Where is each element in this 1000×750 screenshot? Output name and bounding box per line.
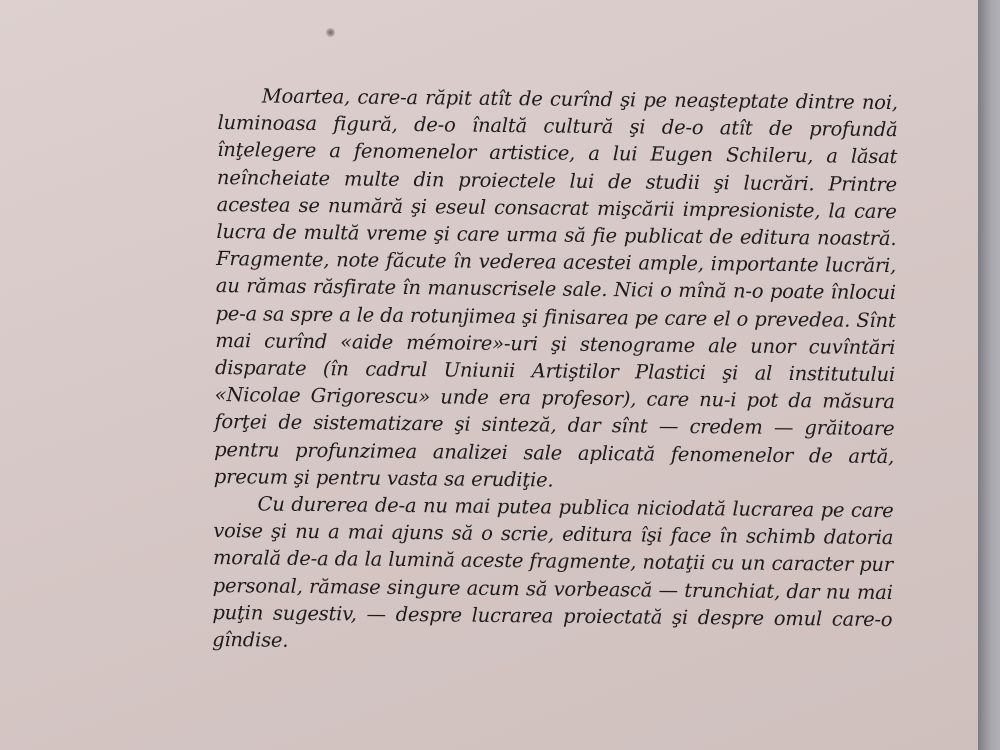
- text-block: [212, 82, 898, 660]
- paragraph-1: Moartea, care-a răpit atît de curînd şi pe neaşteptate dintre noi, luminoasa figură, de-o înaltă cultură şi de-o atît de profundă înţelegere a fenomenelor artistice, a lui Eugen Schileru, a lăsat neîncheiate multe din proiectele lui de studii şi lucrări. Printre acestea se numără şi eseul consacrat mişcării impresioniste, la care lucra de multă vreme şi care urma să fie publicat de editura noastră. Fragmente, note făcute în vederea acestei ample, importante lucrări, au rămas răsfirate în manuscrisele sale. Nici o mînă n-o poate înlocui pe-a sa spre a le da rotunjimea şi finisarea pe care el o prevedea. Sînt mai curînd «aide mémoire»-uri şi stenograme ale unor cuvîntări disparate (în cadrul Uniunii Artiştilor Plastici şi al institutului «Nicolae Grigorescu» unde era profesor), care nu-i pot da măsura forţei de sistematizare şi sinteză, dar sînt — credem — grăitoare pentru profunzimea analizei sale aplicată fenomenelor de artă, precum şi pentru vasta sa erudiţie.: [213, 84, 898, 492]
- paragraph-2: Cu durerea de-a nu mai putea publica niciodată lucrarea pe care voise şi nu a mai ajuns să o scrie, editura îşi face în schimb datoria morală de-a da la lumină aceste fragmente, notaţii cu un caracter pur personal, rămase singure acum să vorbească — trunchiat, dar nu mai puţin sugestiv, — despre lucrarea proiectată şi despre omul care-o gîndise.: [212, 492, 894, 652]
- page-edge: [978, 0, 1000, 750]
- ink-spot: [326, 28, 335, 37]
